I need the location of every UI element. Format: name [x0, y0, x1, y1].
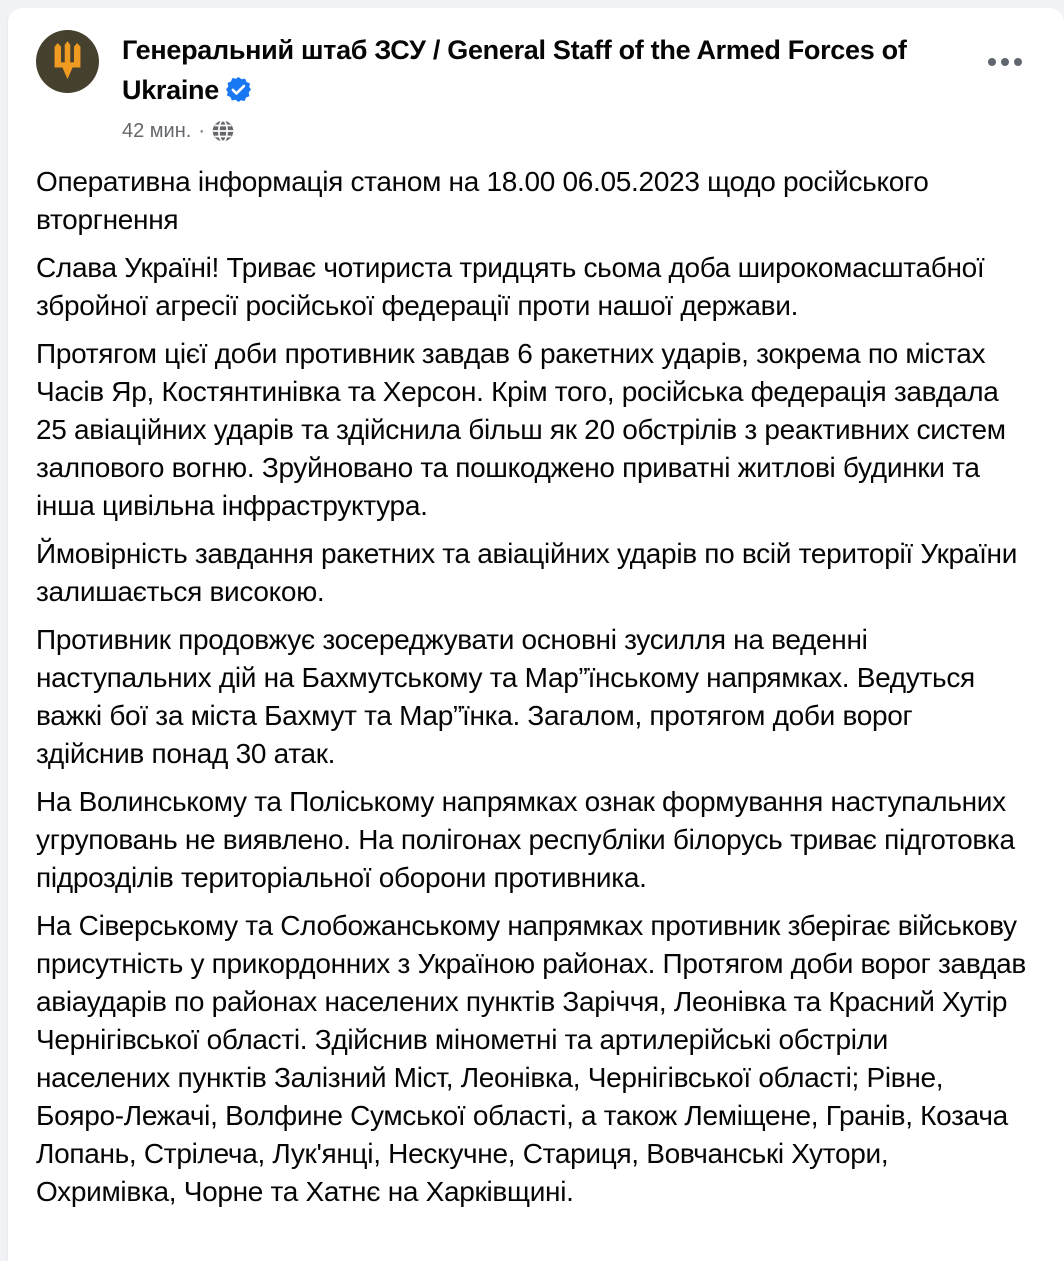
post-paragraph: Противник продовжує зосереджувати основні зусилля на веденні наступальних дій на Бахмутському та Мар”їнському напрямках. Ведуться важкі бої за міста Бахмут та Мар”їнка. Загалом, протягом доби ворог здійснив понад 30 атак. — [36, 624, 975, 769]
page-avatar[interactable] — [36, 30, 99, 93]
header-info — [122, 30, 932, 143]
post-paragraph: Протягом цієї доби противник завдав 6 ракетних ударів, зокрема по містах Часів Яр, Костянтинівка та Херсон. Крім того, російська федерація завдала 25 авіаційних ударів та здійснила більш як 20 обстрілів з реактивних систем залпового вогню. Зруйновано та пошкоджено приватні житлові будинки та інша цивільна інфраструктура. — [36, 338, 1006, 521]
post-paragraph: На Волинському та Поліському напрямках ознак формування наступальних угруповань не виявлено. На полігонах республіки білорусь триває підготовка підрозділів територіальної оборони противника. — [36, 786, 1015, 893]
page-name-link[interactable] — [122, 30, 932, 113]
three-dots-menu-icon — [988, 58, 1022, 66]
post-paragraph: Оперативна інформація станом на 18.00 06.05.2023 щодо російського вторгнення — [36, 166, 929, 235]
post-menu-button[interactable] — [980, 48, 1030, 76]
facebook-post-card — [8, 8, 1064, 1261]
page-name-text: Генеральний штаб ЗСУ / General Staff of the Armed Forces of Ukraine — [122, 35, 907, 105]
verified-badge-icon — [226, 73, 251, 113]
meta-separator: · — [198, 120, 205, 142]
timestamp-link[interactable]: 42 мин. — [122, 120, 192, 142]
post-meta-row — [122, 119, 932, 143]
post-text — [8, 143, 1064, 1261]
public-globe-icon — [212, 120, 234, 142]
trident-emblem-icon — [49, 40, 86, 83]
post-paragraph: Ймовірність завдання ракетних та авіаційних ударів по всій території України залишається високою. — [36, 538, 1018, 607]
post-paragraph: Слава Україні! Триває чотириста тридцять сьома доба широкомасштабної збройної агресії російської федерації проти нашої держави. — [36, 252, 985, 321]
post-paragraph: На Сіверському та Слобожанському напрямках противник зберігає військову присутність у прикордонних з Україною районах. Протягом доби ворог завдав авіаударів по районах населених пунктів Заріччя, Леонівка та Красний Хутір Чернігівської області. Здійснив мінометні та артилерійські обстріли населених пунктів Залізний Міст, Леонівка, Чернігівської області; Рівне, Бояро-Лежачі, Волфине Сумської області, а також Леміщене, Гранів, Козача Лопань, Стрілеча, Лук'янці, Нескучне, Стариця, Вовчанські Хутори, Охримівка, Чорне та Хатнє на Харківщині. — [36, 910, 1026, 1207]
post-header — [8, 8, 1064, 143]
